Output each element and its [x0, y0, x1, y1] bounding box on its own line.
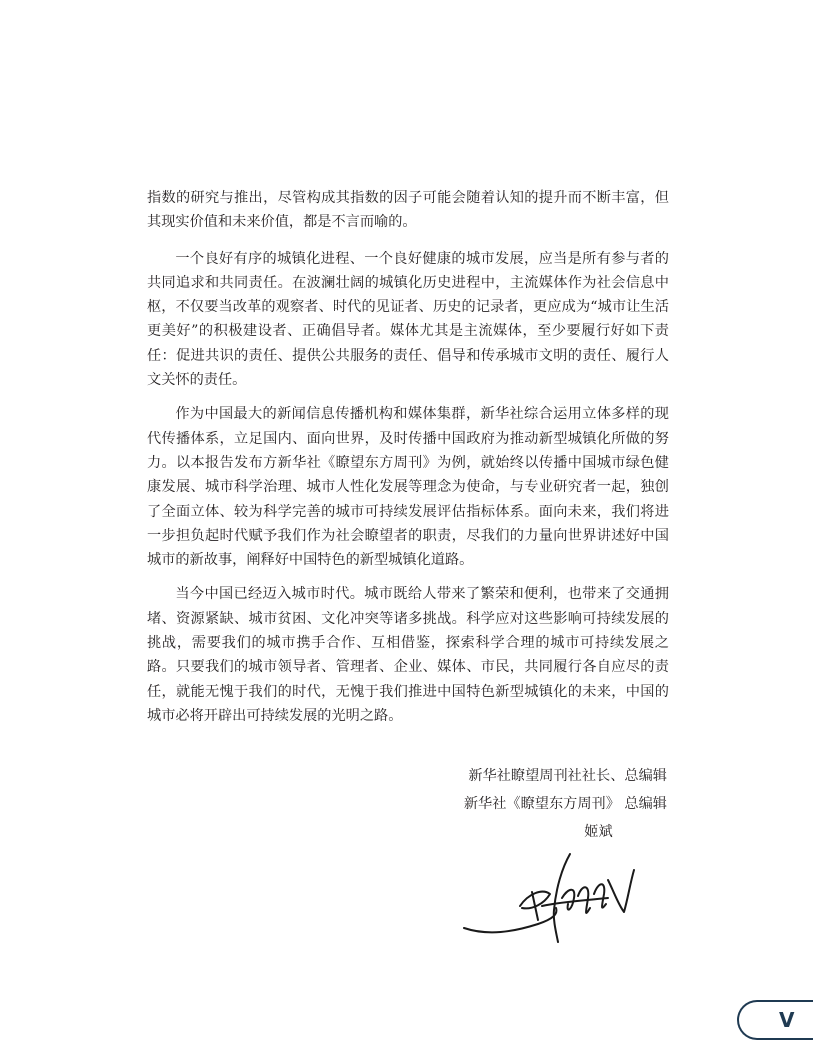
paragraph-4: 当今中国已经迈入城市时代。城市既给人带来了繁荣和便利，也带来了交通拥堵、资源紧缺、城市贫困、文化冲突等诸多挑战。科学应对这些影响可持续发展的挑战，需要我们的城市携手合作、互相借鉴，探索科学合理的城市可持续发展之路。只要我们的城市领导者、管理者、企业、媒体、市民，共同履行各自应尽的责任，就能无愧于我们的时代，无愧于我们推进中国特色新型城镇化的未来，中国的城市必将开辟出可持续发展的光明之路。	[147, 586, 669, 724]
page-number: V	[779, 1008, 795, 1032]
author-title-2: 新华社《瞭望东方周刊》 总编辑	[463, 796, 667, 812]
page-number-tab	[737, 1000, 813, 1040]
handwritten-signature	[458, 848, 638, 948]
paragraph-1: 指数的研究与推出，尽管构成其指数的因子可能会随着认知的提升而不断丰富，但其现实价值和未来价值，都是不言而喻的。	[147, 190, 669, 231]
article-body	[147, 186, 669, 738]
signoff-block	[400, 762, 667, 846]
paragraph-3: 作为中国最大的新闻信息传播机构和媒体集群，新华社综合运用立体多样的现代传播体系，立足国内、面向世界，及时传播中国政府为推动新型城镇化所做的努力。以本报告发布方新华社《瞭望东方周刊》为例，就始终以传播中国城市绿色健康发展、城市科学治理、城市人性化发展等理念为使命，与专业研究者一起，独创了全面立体、较为科学完善的城市可持续发展评估指标体系。面向未来，我们将进一步担负起时代赋予我们作为社会瞭望者的职责，尽我们的力量向世界讲述好中国城市的新故事，阐释好中国特色的新型城镇化道路。	[147, 406, 669, 569]
author-name: 姬斌	[584, 824, 613, 840]
paragraph-2: 一个良好有序的城镇化进程、一个良好健康的城市发展，应当是所有参与者的共同追求和共同责任。在波澜壮阔的城镇化历史进程中，主流媒体作为社会信息中枢，不仅要当改革的观察者、时代的见证者、历史的记录者，更应成为“城市让生活更美好”的积极建设者、正确倡导者。媒体尤其是主流媒体，至少要履行好如下责任：促进共识的责任、提供公共服务的责任、倡导和传承城市文明的责任、履行人文关怀的责任。	[147, 250, 669, 389]
author-title-1: 新华社瞭望周刊社社长、总编辑	[468, 768, 667, 784]
